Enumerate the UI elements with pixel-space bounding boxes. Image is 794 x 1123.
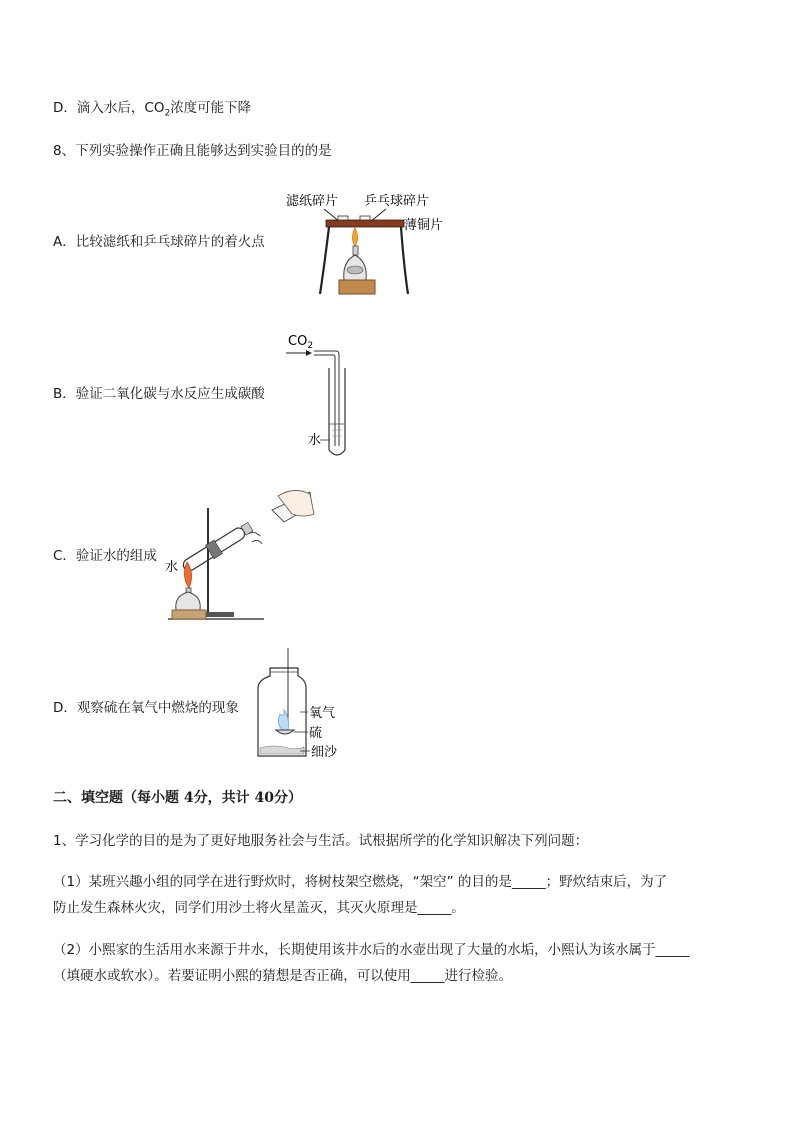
figure-c-heating-water [164,488,318,622]
sand-label: 细沙 [311,745,338,760]
q7-option-d: D．滴入水后，$CO_2$浓度可能下降 [53,100,252,119]
wooden-block [339,280,375,294]
filter-paper-piece [338,216,348,220]
section-2-title: 二、填空题（每小题 4分，共计 40分） [53,790,302,806]
figure-d-sulfur-oxygen [254,648,350,764]
fine-sand [260,746,304,754]
alcohol-lamp-c [176,592,201,610]
fill-q1-stem: 1、学习化学的目的是为了更好地服务社会与生活。试根据所学的化学知识解决下列问题： [53,833,589,849]
tripod-leg-right [401,227,408,294]
copper-sheet [326,220,404,227]
flame-icon [353,228,358,246]
tripod-leg-left [320,227,329,294]
pingpong-label: 乒乓球碎片 [364,194,430,209]
flame-icon-c [184,562,191,588]
filter-paper-label: 滤纸碎片 [286,194,339,209]
blue-flame-icon [278,710,288,730]
q8-option-b: B．验证二氧化碳与水反应生成碳酸 [53,386,265,402]
sulfur-label: 硫 [309,726,323,741]
water-label-c: 水 [165,560,179,575]
q8-stem: 8、下列实验操作正确且能够达到实验目的的是 [53,143,332,159]
test-tube [329,368,345,455]
fill-q1-part2-line2: （填硬水或软水）。若要证明小熙的猜想是否正确，可以使用_____进行检验。 [53,968,512,984]
fill-q1-part1-line2: 防止发生森林火灾，同学们用沙土将火星盖灭，其灭火原理是_____。 [53,900,465,916]
copper-sheet-label: 薄铜片 [404,218,444,233]
fill-q1-part1-line1: （1）某班兴趣小组的同学在进行野炊时，将树枝架空燃烧，“架空” 的目的是_____；野炊结束后，为了 [53,874,668,890]
co2-label: $CO_2$ [288,334,314,351]
q8-option-d: D．观察硫在氧气中燃烧的现象 [53,700,239,716]
pingpong-piece [360,216,370,220]
figure-b-co2-test-tube [284,330,364,460]
oxygen-label: 氧气 [309,706,336,721]
q8-option-a: A．比较滤纸和乒乓球碎片的着火点 [53,234,265,250]
fill-q1-part2-line1: （2）小熙家的生活用水来源于井水，长期使用该井水后的水壶出现了大量的水垢，小熙认为该水属于_____ [53,942,690,958]
wooden-block-c [172,610,206,619]
water-label: 水 [308,433,322,448]
q8-option-c: C．验证水的组成 [53,548,157,564]
gas-bottle [258,668,306,756]
figure-a-copper-heating [284,188,454,300]
